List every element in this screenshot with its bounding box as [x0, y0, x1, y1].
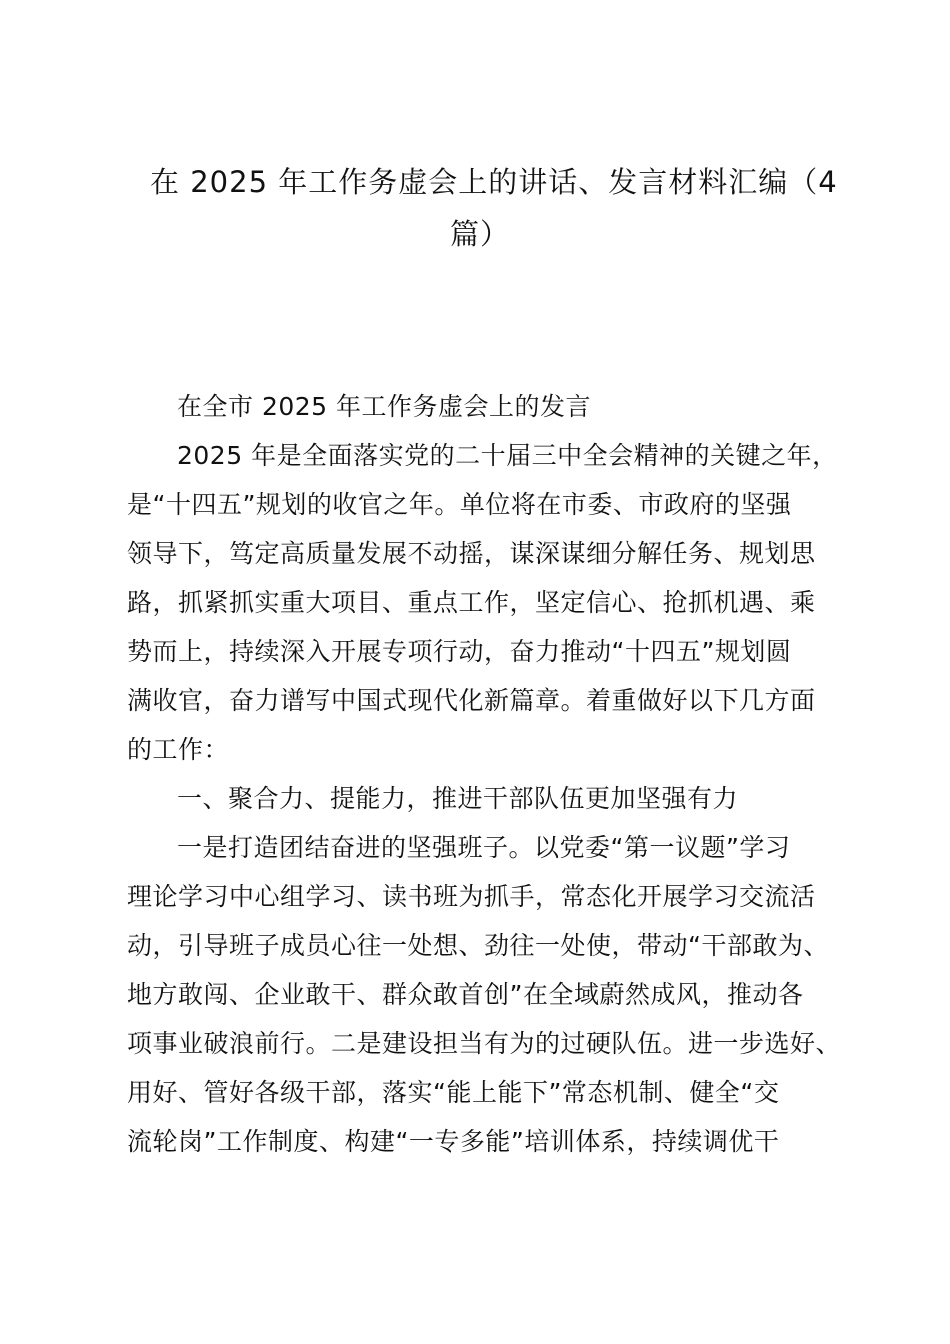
document-body: [127, 382, 857, 1166]
subsection-heading: 一、聚合力、提能力，推进干部队伍更加坚强有力: [177, 784, 739, 813]
paragraph-line: 势而上，持续深入开展专项行动，奋力推动“十四五”规划圆: [127, 637, 792, 666]
paragraph-line: 2025 年是全面落实党的二十届三中全会精神的关键之年，: [177, 441, 838, 470]
paragraph-line: 理论学习中心组学习、读书班为抓手，常态化开展学习交流活: [127, 882, 816, 911]
paragraph-line: 的工作：: [127, 735, 230, 764]
title-line-2: 篇）: [449, 217, 510, 251]
paragraph-line: 项事业破浪前行。二是建设担当有为的过硬队伍。进一步选好、: [127, 1029, 842, 1058]
paragraph-line: 地方敢闯、企业敢干、群众敢首创”在全域蔚然成风，推动各: [127, 980, 804, 1009]
title-line-1: 在 2025 年工作务虚会上的讲话、发言材料汇编（4: [150, 165, 838, 199]
paragraph-line: 是“十四五”规划的收官之年。单位将在市委、市政府的坚强: [127, 490, 792, 519]
paragraph-line: 流轮岗”工作制度、构建“一专多能”培训体系，持续调优干: [127, 1127, 780, 1156]
paragraph-line: 一是打造团结奋进的坚强班子。以党委“第一议题”学习: [177, 833, 791, 862]
section-heading: 在全市 2025 年工作务虚会上的发言: [177, 392, 592, 421]
paragraph-line: 动，引导班子成员心往一处想、劲往一处使，带动“干部敢为、: [127, 931, 829, 960]
paragraph-line: 满收官，奋力谱写中国式现代化新篇章。着重做好以下几方面: [127, 686, 816, 715]
paragraph-line: 领导下，笃定高质量发展不动摇，谋深谋细分解任务、规划思: [127, 539, 816, 568]
document-title: [150, 156, 838, 260]
paragraph-line: 路，抓紧抓实重大项目、重点工作，坚定信心、抢抓机遇、乘: [127, 588, 816, 617]
paragraph-line: 用好、管好各级干部，落实“能上能下”常态机制、健全“交: [127, 1078, 780, 1107]
